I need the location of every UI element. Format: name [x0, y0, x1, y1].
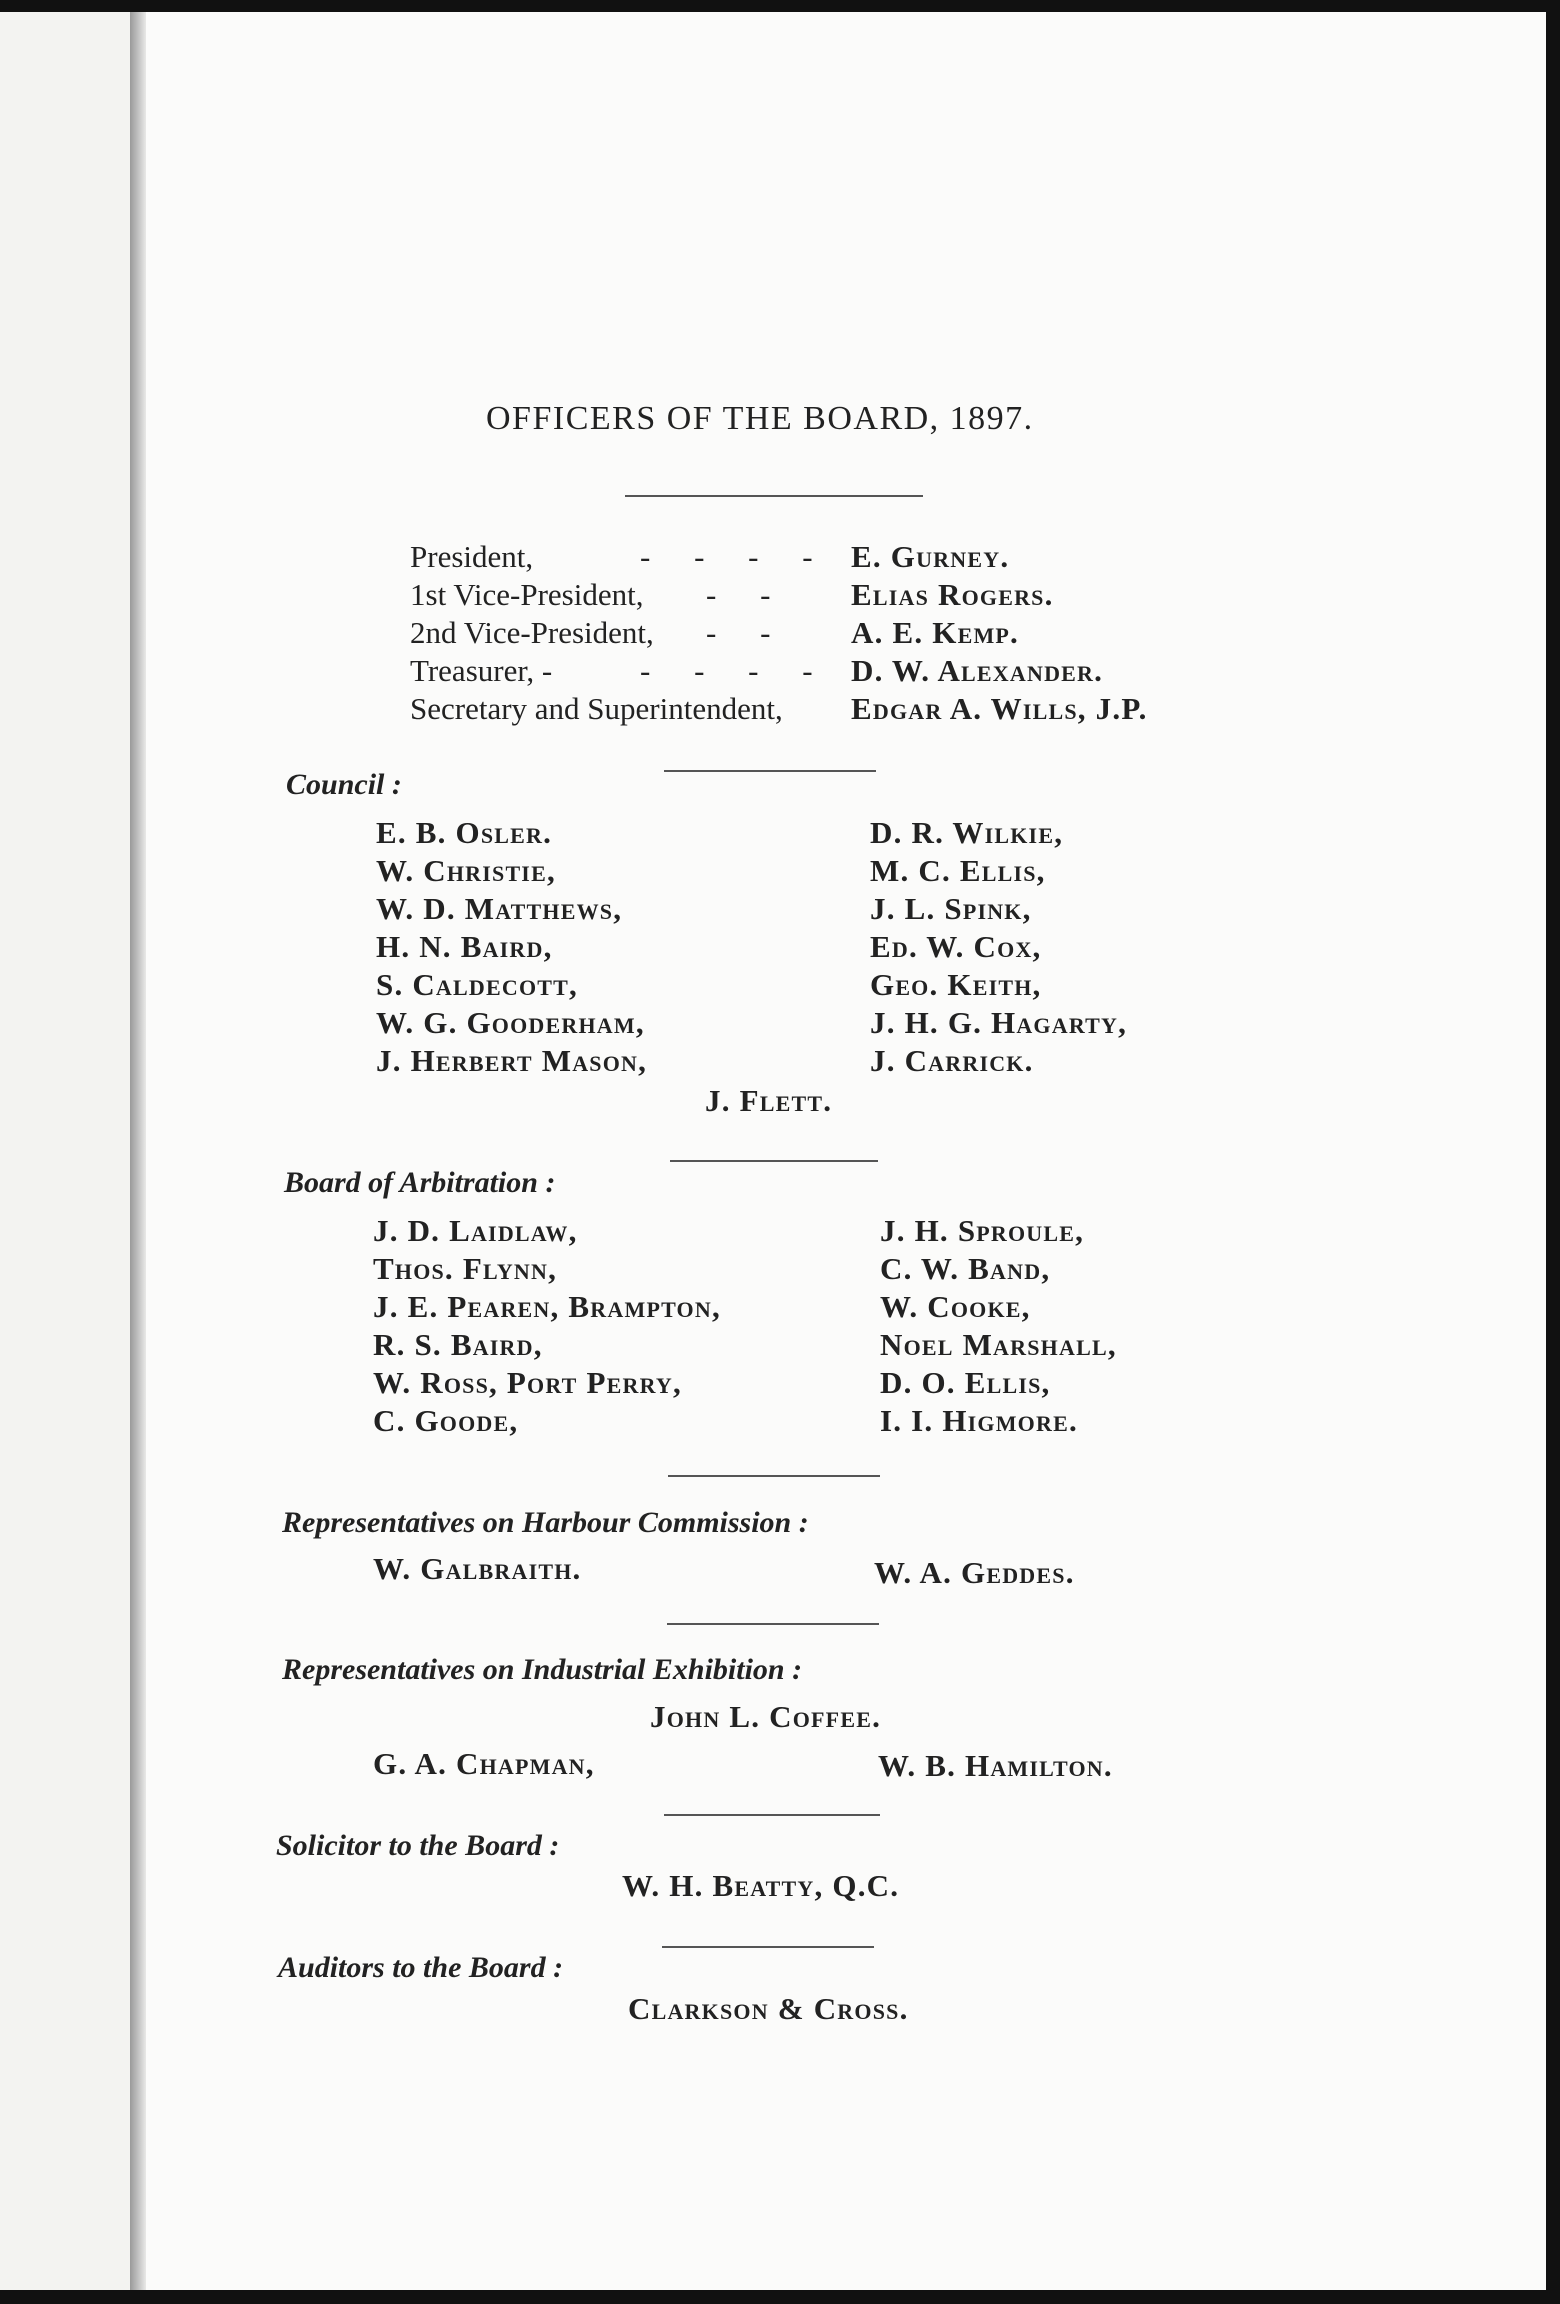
- officer-name: Elias Rogers.: [851, 577, 1054, 612]
- member-name: W. B. Hamilton.: [878, 1748, 1113, 1783]
- divider-rule: [670, 1160, 878, 1162]
- officer-role: Secretary and Superintendent,: [410, 691, 783, 726]
- divider-rule: [664, 1814, 880, 1816]
- member-name: W. D. Matthews,: [376, 891, 623, 926]
- officer-role: President,: [410, 539, 534, 574]
- member-name: W. H. Beatty, Q.C.: [622, 1868, 900, 1903]
- member-name: S. Caldecott,: [376, 967, 578, 1002]
- divider-rule: [662, 1946, 874, 1948]
- member-name: W. Galbraith.: [373, 1551, 582, 1586]
- member-name: Thos. Flynn,: [373, 1251, 558, 1286]
- officer-dashes: - - - -: [640, 653, 831, 688]
- member-name: Geo. Keith,: [870, 967, 1042, 1002]
- divider-rule: [667, 1623, 879, 1625]
- member-name: C. Goode,: [373, 1403, 519, 1438]
- section-heading: Council :: [286, 768, 402, 801]
- member-name: E. B. Osler.: [376, 815, 553, 850]
- book-spine-shadow: [130, 12, 146, 2290]
- member-name: J. H. Sproule,: [880, 1213, 1085, 1248]
- officer-name: D. W. Alexander.: [851, 653, 1104, 688]
- member-name: I. I. Higmore.: [880, 1403, 1078, 1438]
- member-name: J. H. G. Hagarty,: [870, 1005, 1128, 1040]
- member-name: R. S. Baird,: [373, 1327, 543, 1362]
- divider-rule: [625, 495, 923, 497]
- scan-border-right: [1546, 0, 1560, 2304]
- section-heading: Representatives on Harbour Commission :: [282, 1506, 809, 1539]
- divider-rule: [664, 770, 876, 772]
- member-name: J. Flett.: [705, 1083, 833, 1118]
- officer-dashes: - -: [706, 577, 789, 612]
- page-title: OFFICERS OF THE BOARD, 1897.: [486, 400, 1034, 437]
- member-name: W. G. Gooderham,: [376, 1005, 645, 1040]
- member-name: Noel Marshall,: [880, 1327, 1117, 1362]
- officer-name: E. Gurney.: [851, 539, 1010, 574]
- officer-dashes: - - - -: [640, 539, 831, 574]
- section-heading: Auditors to the Board :: [278, 1951, 564, 1984]
- officer-name: Edgar A. Wills, J.P.: [851, 691, 1148, 726]
- section-heading: Board of Arbitration :: [284, 1166, 556, 1199]
- member-name: W. Ross, Port Perry,: [373, 1365, 682, 1400]
- section-heading: Representatives on Industrial Exhibition :: [282, 1653, 803, 1686]
- officer-role: Treasurer, -: [410, 653, 553, 688]
- member-name: J. Carrick.: [870, 1043, 1034, 1078]
- member-name: M. C. Ellis,: [870, 853, 1046, 888]
- officer-role: 1st Vice-President,: [410, 577, 644, 612]
- member-name: Clarkson & Cross.: [628, 1991, 909, 2026]
- member-name: C. W. Band,: [880, 1251, 1051, 1286]
- member-name: D. R. Wilkie,: [870, 815, 1064, 850]
- member-name: J. D. Laidlaw,: [373, 1213, 578, 1248]
- divider-rule: [668, 1475, 880, 1477]
- officer-role: 2nd Vice-President,: [410, 615, 654, 650]
- officer-dashes: - -: [706, 615, 789, 650]
- scan-border-bottom: [0, 2290, 1560, 2304]
- member-name: J. L. Spink,: [870, 891, 1032, 926]
- member-name: G. A. Chapman,: [373, 1746, 595, 1781]
- member-name: H. N. Baird,: [376, 929, 553, 964]
- member-name: John L. Coffee.: [650, 1699, 882, 1734]
- member-name: W. Christie,: [376, 853, 556, 888]
- facing-page-margin: [0, 12, 130, 2290]
- member-name: J. Herbert Mason,: [376, 1043, 648, 1078]
- member-name: W. A. Geddes.: [874, 1555, 1075, 1590]
- scan-border-top: [0, 0, 1560, 12]
- member-name: D. O. Ellis,: [880, 1365, 1051, 1400]
- officer-name: A. E. Kemp.: [851, 615, 1020, 650]
- member-name: Ed. W. Cox,: [870, 929, 1042, 964]
- member-name: J. E. Pearen, Brampton,: [373, 1289, 721, 1324]
- member-name: W. Cooke,: [880, 1289, 1031, 1324]
- section-heading: Solicitor to the Board :: [276, 1829, 560, 1862]
